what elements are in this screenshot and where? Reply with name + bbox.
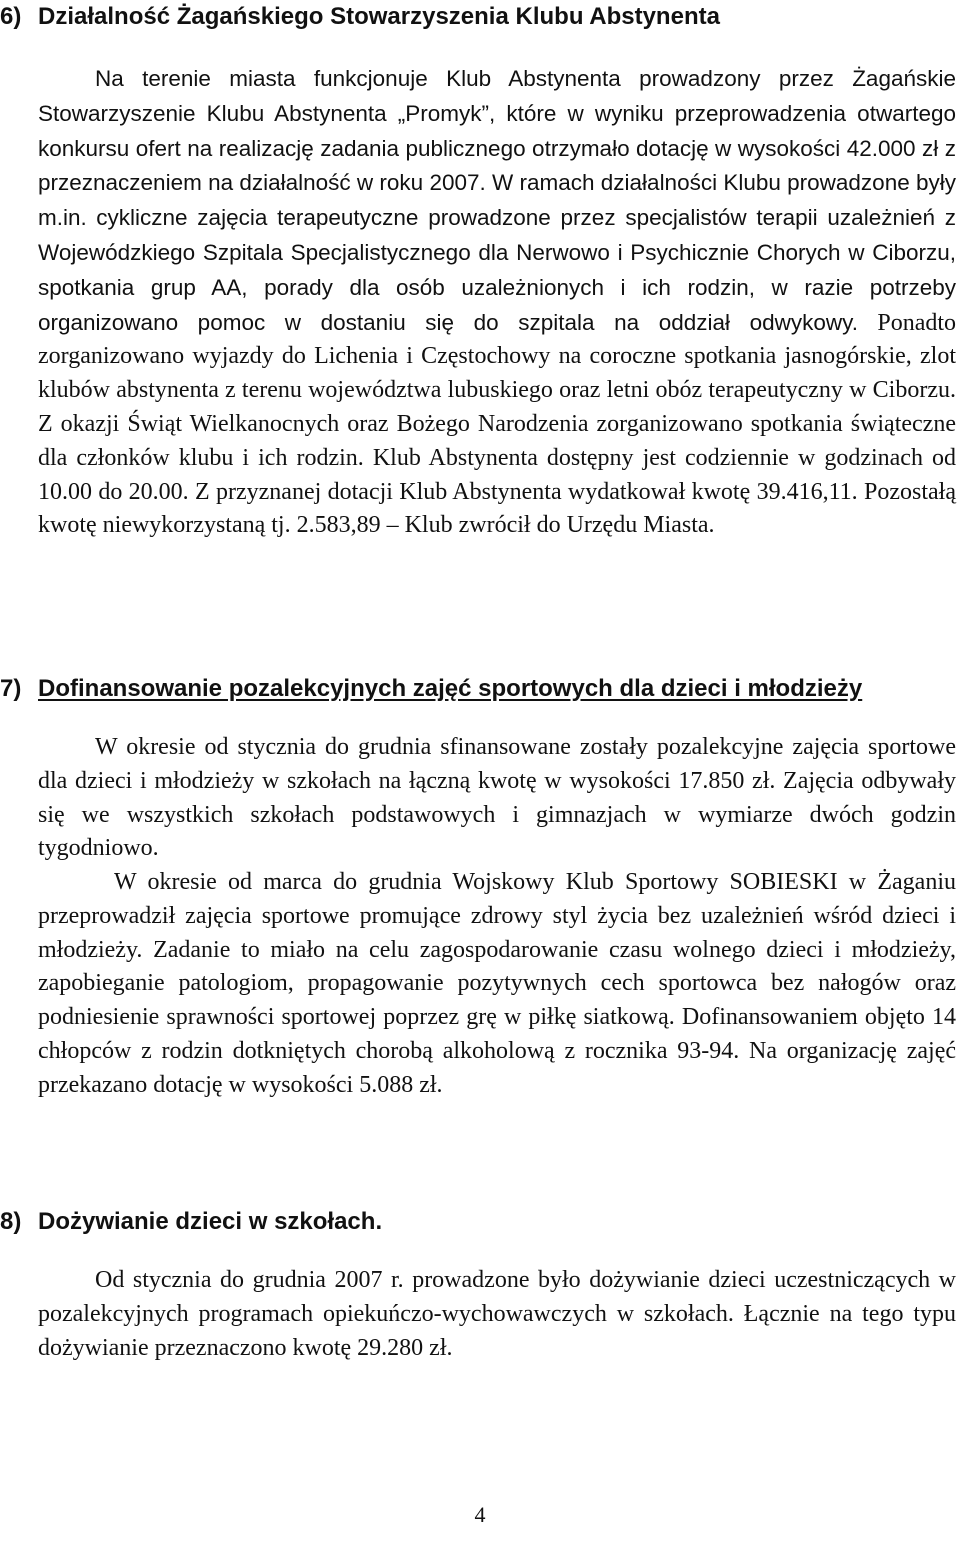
section-number: 8) [0,1208,22,1235]
section-number: 7) [0,675,22,702]
paragraph-text: Od stycznia do grudnia 2007 r. prowadzone było dożywianie dzieci uczestniczących w pozalekcyjnych programach opiekuńczo-wychowawczych w szkołach. Łącznie na tego typu dożywianie przeznaczono kwotę 29.280 zł. [38,1267,956,1361]
section-title: Dofinansowanie pozalekcyjnych zajęć sportowych dla dzieci i młodzieży [38,675,863,702]
paragraph [38,866,956,1103]
section-title: Dożywianie dzieci w szkołach. [38,1208,383,1235]
paragraph-text: W okresie od marca do grudnia Wojskowy Klub Sportowy SOBIESKI w Żaganiu przeprowadził zajęcia sportowe promujące zdrowy styl życia bez uzależnień wśród dzieci i młodzieży. Zadanie to miało na celu zagospodarowanie czasu wolnego dzieci i młodzieży, zapobieganie patologiom, propagowanie pozytywnych cech sportowca bez nałogów oraz podniesienie sprawności sportowej poprzez grę w piłkę siatkową. Dofinansowaniem objęto 14 chłopców z rodzin dotkniętych chorobą alkoholową z rocznika 93-94. Na organizację zajęć przekazano dotację w wysokości 5.088 zł. [38,869,956,1098]
section-title: Działalność Żagańskiego Stowarzyszenia Klubu Abstynenta [38,3,720,30]
section-heading [0,2,720,32]
page-number: 4 [474,1502,486,1527]
paragraph [38,1264,956,1365]
section-heading [0,1207,382,1237]
section-heading [0,674,862,704]
paragraph-text-sans: cykliczne zajęcia terapeutyczne prowadzone przez specjalistów terapii uzależnień z Wojewódzkiego Szpitala Specjalistycznego dla Nerwowo i Psychicznie Chorych w Ciborzu, spotkania grup AA, porady dla osób uzależnionych i ich rodzin, w razie potrzeby organizowano pomoc w dostaniu się do szpitala na oddział odwykowy. [38,205,956,335]
paragraph-text: W okresie od stycznia do grudnia sfinansowane zostały pozalekcyjne zajęcia sportowe dla dzieci i młodzieży w szkołach na łączną kwotę w wysokości 17.850 zł. Zajęcia odbywały się we wszystkich szkołach podstawowych i gimnazjach w wymiarze dwóch godzin tygodniowo. [38,734,956,862]
paragraph [38,731,956,866]
paragraph-text-sans: Na terenie miasta funkcjonuje Klub Abstynenta prowadzony przez Żagańskie Stowarzyszenie Klubu Abstynenta „Promyk”, które w wyniku przeprowadzenia otwartego konkursu ofert na realizację zadania publicznego otrzymało dotację w wysokości 42.000 zł z przeznaczeniem na działalność w roku 2007. W ramach działalności Klubu prowadzone były m.in. [38,66,956,231]
paragraph [38,62,956,543]
section-number: 6) [0,3,22,30]
paragraph-text: Ponadto zorganizowano wyjazdy do Lichenia i Częstochowy na coroczne spotkania jasnogórskie, zlot klubów abstynenta z terenu województwa lubuskiego oraz letni obóz terapeutyczny w Ciborzu. Z okazji Świąt Wielkanocnych oraz Bożego Narodzenia zorganizowano spotkania świąteczne dla członków klubu i ich rodzin. Klub Abstynenta dostępny jest codziennie w godzinach od 10.00 do 20.00. Z przyznanej dotacji Klub Abstynenta wydatkował kwotę 39.416,11. Pozostałą kwotę niewykorzystaną tj. 2.583,89 – Klub zwrócił do Urzędu Miasta. [38,309,957,539]
